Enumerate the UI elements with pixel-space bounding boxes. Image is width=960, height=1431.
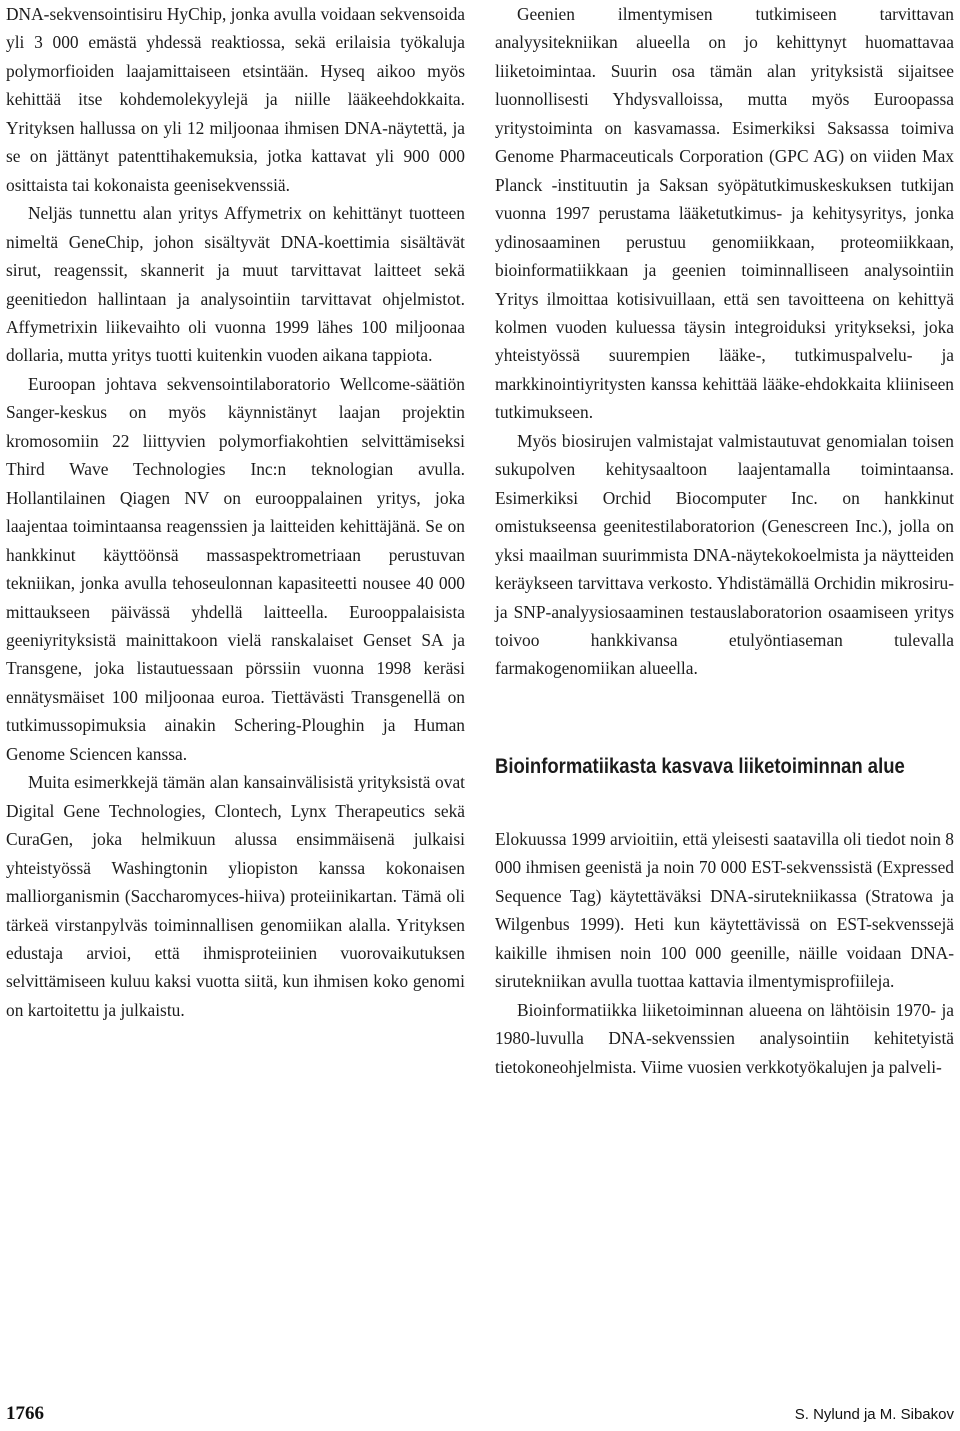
page-number: 1766 [6,1403,44,1424]
section-heading: Bioinformatiikasta kasvava liiketoiminnan alue [495,754,905,778]
body-paragraph: Geenien ilmentymisen tutkimiseen tarvittavan analyysitekniikan alueella on jo kehittynyt huomattavaa liiketoimintaa. Suurin osa tämän alan yrityksistä sijaitsee luonnollisesti Yhdysvalloissa, mutta myös Euroopassa yritystoiminta on kasvamassa. Esimerkiksi Saksassa toimiva Genome Pharmaceuticals Corporation (GPC AG) on viiden Max Planck -instituutin ja Saksan syöpätutkimuskeskuksen tutkijan vuonna 1997 perustama lääketutkimus- ja kehitysyritys, jonka ydinosaaminen perustuu genomiikkaan, proteomiikkaan, bioinformatiikkaan ja geenien toiminnalliseen analysointiin Yritys ilmoittaa kotisivuillaan, että sen tavoitteena on kehittyä kolmen vuoden kuluessa täysin integroiduksi yritykseksi, joka yhteistyössä suurempien lääke-, tutkimuspalvelu- ja markkinointiyritysten kanssa kehittää lääke-ehdokkaita kliiniseen tutkimukseen. [495,4,954,423]
body-paragraph: DNA-sekvensointisiru HyChip, jonka avulla voidaan sekvensoida yli 3 000 emästä yhdessä reaktiossa, sekä erilaisia työkaluja polymorfioiden laajamittaiseen etsintään. Hyseq aikoo myös kehittää itse kohdemolekyylejä ja niille lääkeehdokkaita. Yrityksen hallussa on yli 12 miljoonaa ihmisen DNA-näytettä, ja se on jättänyt patenttihakemuksia, jotka kattavat yli 900 000 osittaista tai kokonaista geenisekvenssiä. [6,4,465,195]
body-paragraph: Euroopan johtava sekvensointilaboratorio Wellcome-säätiön Sanger-keskus on myös käynnistänyt laajan projektin kromosomiin 22 liittyvien polymorfiakohtien selvittämiseksi Third Wave Technologies Inc:n teknologian avulla. Hollantilainen Qiagen NV on eurooppalainen yritys, joka laajentaa toimintaansa reagenssien ja laitteiden kehittäjänä. Se on hankkinut käyttöönsä massaspektrometriaan perustuvan tekniikan, jonka avulla tehoseulonnan kapasiteetti nousee 40 000 mittaukseen päivässä yhdellä laitteella. Eurooppalaisista geeniyrityksistä mainittakoon vielä ranskalaiset Genset SA ja Transgene, joka listautuessaan pörssiin vuonna 1998 keräsi ennätysmäiset 100 miljoonaa euroa. Tiettävästi Transgenellä on tutkimussopimuksia ainakin Schering-Ploughin ja Human Genome Sciencen kanssa. [6,373,465,764]
right-column [495,0,954,1081]
body-paragraph: Myös biosirujen valmistajat valmistautuvat genomialan toisen sukupolven kehitysaaltoon laajentamalla toimintaansa. Esimerkiksi Orchid Biocomputer Inc. on hankkinut omistukseensa geenitestilaboratorion (Genescreen Inc.), jolla on yksi maailman suurimmista DNA-näytekokoelmista ja näytteiden keräykseen tarvittava verkosto. Yhdistämällä Orchidin mikrosiru- ja SNP-analyysiosaaminen testauslaboratorion osaamiseen yritys toivoo hankkivansa etulyöntiaseman tulevalla farmakogenomiikan alueella. [495,430,954,679]
body-paragraph: Elokuussa 1999 arvioitiin, että yleisesti saatavilla oli tiedot noin 8 000 ihmisen geenistä ja noin 70 000 EST-sekvenssistä (Expressed Sequence Tag) käytettäväksi DNA-sirutekniikassa (Stratowa ja Wilgenbus 1999). Heti kun käytettävissä on EST-sekvenssejä kaikille ihmisen noin 100 000 geenille, näille voidaan DNA-sirutekniikan avulla tuottaa kattavia ilmentymisprofiileja. [495,828,954,992]
left-column [6,0,465,1024]
running-footer-authors: S. Nylund ja M. Sibakov [794,1406,954,1423]
body-paragraph: Bioinformatiikka liiketoiminnan alueena on lähtöisin 1970- ja 1980-luvulla DNA-sekvenssien analysointiin kehitetyistä tietokoneohjelmista. Viime vuosien verkkotyökalujen ja palveli- [495,999,954,1077]
body-paragraph: Neljäs tunnettu alan yritys Affymetrix on kehittänyt tuotteen nimeltä GeneChip, johon sisältyvät DNA-koettimia sisältävät sirut, reagenssit, skannerit ja muut tarvittavat laitteet sekä geenitiedon hallintaan ja analysointiin tarvittavat ohjelmistot. Affymetrixin liikevaihto oli vuonna 1999 lähes 100 miljoonaa dollaria, mutta yritys tuotti kuitenkin vuoden aikana tappiota. [6,203,465,366]
body-paragraph: Muita esimerkkejä tämän alan kansainvälisistä yrityksistä ovat Digital Gene Technologies, Clontech, Lynx Therapeutics sekä CuraGen, joka helmikuun alussa ensimmäisenä julkaisi yhteistyössä Washingtonin yliopiston kanssa kokonaisen malliorganismin (Saccharomyces-hiiva) proteiinikartan. Tämä oli tärkeä virstanpylväs toiminnallisen genomiikan alalla. Yrityksen edustaja arvioi, että ihmisproteiinien vuorovaikutuksen selvittämiseen kuluu kaksi vuotta siitä, kun ihmisen koko genomi on kartoitettu ja julkaistu. [6,772,465,1020]
